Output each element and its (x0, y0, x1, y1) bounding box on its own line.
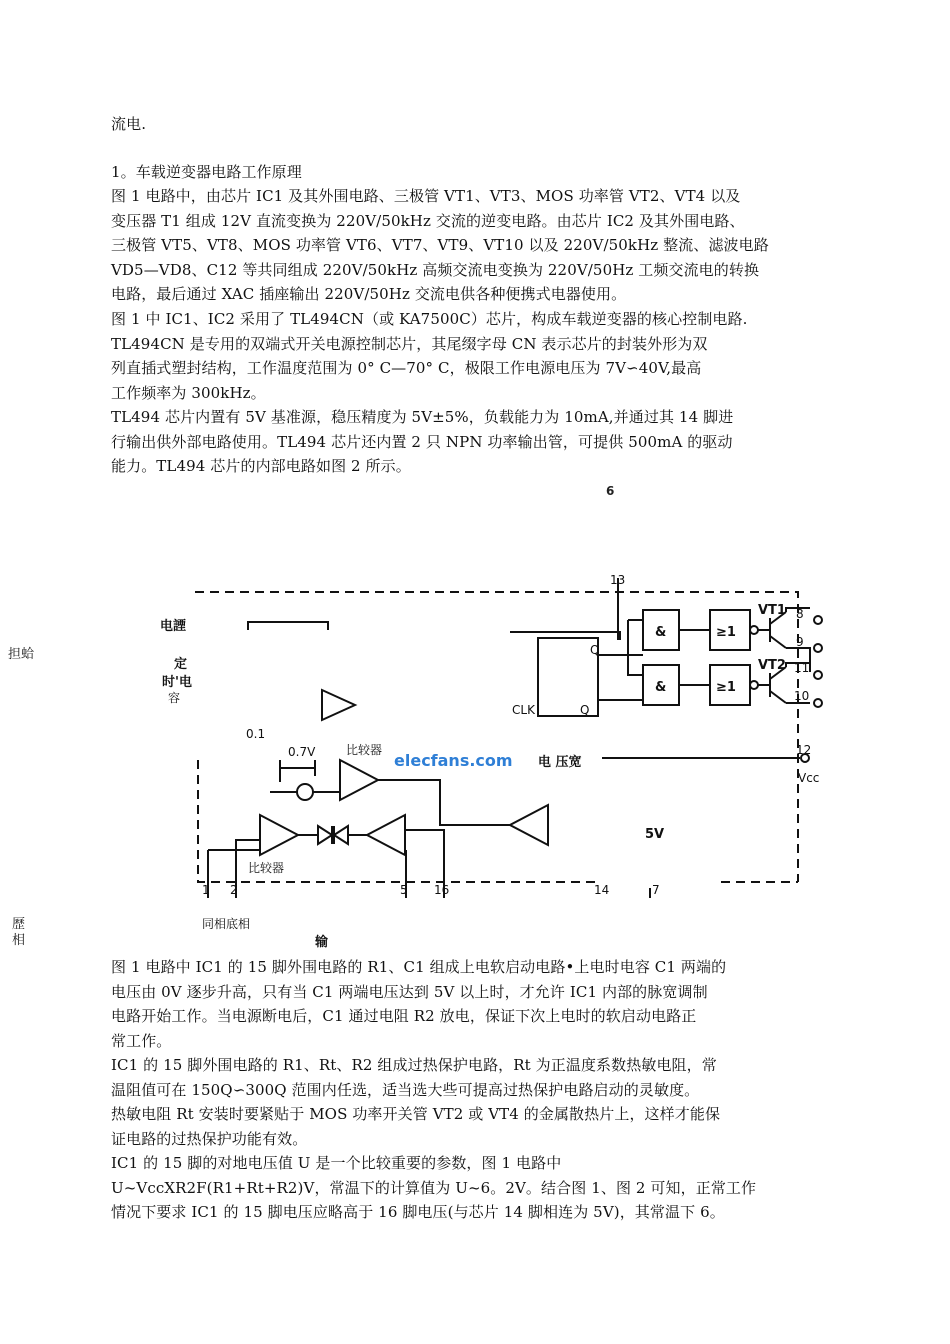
pin11-terminal (814, 671, 822, 679)
or1-bubble (750, 626, 758, 634)
label-cn5: 比较器 (346, 743, 383, 757)
top-fragment: 流电. (111, 115, 147, 133)
label-cn6: 比较器 (248, 861, 285, 875)
error-amp-2 (367, 815, 405, 855)
pin-8-label: 8 (796, 607, 804, 621)
stray-pin-6: 6 (606, 484, 615, 498)
reference-0p7 (280, 760, 315, 782)
label-cn2: 定 (174, 657, 188, 672)
pin9-terminal (814, 644, 822, 652)
pin8-terminal (814, 616, 822, 624)
diode-1 (318, 826, 332, 844)
label-q1: Q (590, 643, 600, 657)
label-vcc: Vcc (798, 771, 820, 785)
stray-left-a: 担蛤 (8, 647, 35, 662)
label-cn1: 电諲 (160, 619, 187, 634)
pwm-comparator (340, 760, 378, 800)
paragraph-3: TL494 芯片内置有 5V 基准源，稳压精度为 5V±5%，负载能力为 10mA,并通过其 14 脚进 行输出供外部电路使用。TL494 芯片还内置 2 只 NPN 功率输出管，可提供 500mA 的驱动 能力。TL494 芯片的内部电路如图 2 所示。 (111, 408, 734, 475)
label-vt1: VT1 (758, 603, 786, 618)
pwm-comp-out (378, 780, 440, 810)
or-gate-1-label: ≥1 (716, 625, 736, 640)
watermark: elecfans.com (394, 751, 513, 770)
paragraph-1: 图 1 电路中，由芯片 IC1 及其外围电路、三极管 VT1、VT3、MOS 功率管 VT2、VT4 以及 变压器 T1 组成 12V 直流变换为 220V/50kHz 交流的逆变电路。由芯片 IC2 及其外围电路、 三极管 VT5、VT8、MOS 功率管 VT6、VT7、VT9、VT10 以及 220V/50kHz 整流、滤波电路 VD5—VD8、C12 等共同组成 220V/50kHz 高频交流电变换为 220V/50Hz 工频交流电的转换 电路，最后通过 XAC 插座输出 220V/50Hz 交流电供各种便携式电器使用。 (111, 187, 769, 303)
pin-5-label: 5 (400, 883, 408, 897)
stray-left-b2: 相 (12, 933, 26, 948)
pin-13-label: 13 (610, 573, 626, 587)
pin-2-label: 2 (230, 883, 238, 897)
tl494-circuit-figure (150, 560, 830, 950)
label-cn8: 输 (315, 935, 329, 950)
oscillator-bracket (248, 622, 328, 630)
paragraph-5: IC1 的 15 脚外围电路的 R1、Rt、R2 组成过热保护电路，Rt 为正温度系数热敏电阻，常 温阻值可在 150Q∽300Q 范围内任选，适当选大些可提高过热保护电路启动的灵敏度。 热敏电阻 Rt 安装时要紧贴于 MOS 功率开关管 VT2 或 VT4 的金属散热片上，这样才能保 证电路的过热保护功能有效。 (111, 1056, 721, 1148)
diode-2 (334, 826, 348, 844)
paragraph-2: 图 1 中 IC1、IC2 采用了 TL494CN（或 KA7500C）芯片，构成车载逆变器的核心控制电路. TL494CN 是专用的双端式开关电源控制芯片，其尾缀字母 CN 表示芯片的封装外形为双 列直插式塑封结构，工作温度范围为 0° C—70° C，极限工作电源电压为 7V∽40V,最高 工作频率为 300kHz。 (111, 310, 748, 402)
label-cn3: 时'电 (162, 675, 192, 690)
pin-11-label: 11 (794, 661, 810, 675)
label-5v: 5V (645, 827, 665, 842)
label-clk: CLK (512, 703, 535, 717)
stray-left-b1: 歷 (12, 917, 26, 932)
pin-14-label: 14 (594, 883, 610, 897)
pin10-terminal (814, 699, 822, 707)
label-0p7v: 0.7V (288, 745, 316, 759)
current-source (297, 784, 313, 800)
pin-7-label: 7 (652, 883, 660, 897)
pin-16-label: 16 (434, 883, 450, 897)
pin-12-label: 12 (796, 743, 812, 757)
section-title: 1。车载逆变器电路工作原理 (111, 163, 302, 181)
label-vt2: VT2 (758, 658, 786, 673)
schmitt-comparator (510, 805, 548, 845)
or-gate-2-label: ≥1 (716, 680, 736, 695)
label-q2: Q (580, 703, 590, 717)
and-gate-1-label: & (655, 625, 667, 640)
pin-10-label: 10 (794, 689, 810, 703)
paragraph-4: 图 1 电路中 IC1 的 15 脚外围电路的 R1、C1 组成上电软启动电路•上电时电容 C1 两端的 电压由 0V 逐步升高，只有当 C1 两端电压达到 5V 以上时，才允许 IC1 内部的脉宽调制 电路开始工作。当电源断电后，C1 通过电阻 R2 放电，保证下次上电时的软启动电路正 常工作。 (111, 958, 727, 1050)
pin-1-label: 1 (202, 883, 210, 897)
pin-9-label: 9 (796, 635, 804, 649)
or2-bubble (750, 681, 758, 689)
and-gate-2-label: & (655, 680, 667, 695)
label-cn4: 容 (168, 691, 181, 705)
label-cn7: 同相底相 (202, 917, 251, 931)
label-cn9: 电 压宽 (538, 755, 582, 770)
schmitt-in (440, 810, 510, 825)
error-amp-1 (260, 815, 298, 855)
deadtime-comparator (322, 690, 355, 720)
and-or-links (679, 630, 710, 685)
paragraph-6: IC1 的 15 脚的对地电压值 U 是一个比较重要的参数，图 1 电路中 U~VccXR2F(R1+Rt+R2)V，常温下的计算值为 U~6。2V。结合图 1、图 2 可知，正常工作 情况下要求 IC1 的 15 脚电压应略高于 16 脚电压(与芯片 14 脚相连为 5V)，其常温下 6。 (111, 1154, 757, 1221)
label-zero-point-one: 0.1 (246, 727, 266, 741)
